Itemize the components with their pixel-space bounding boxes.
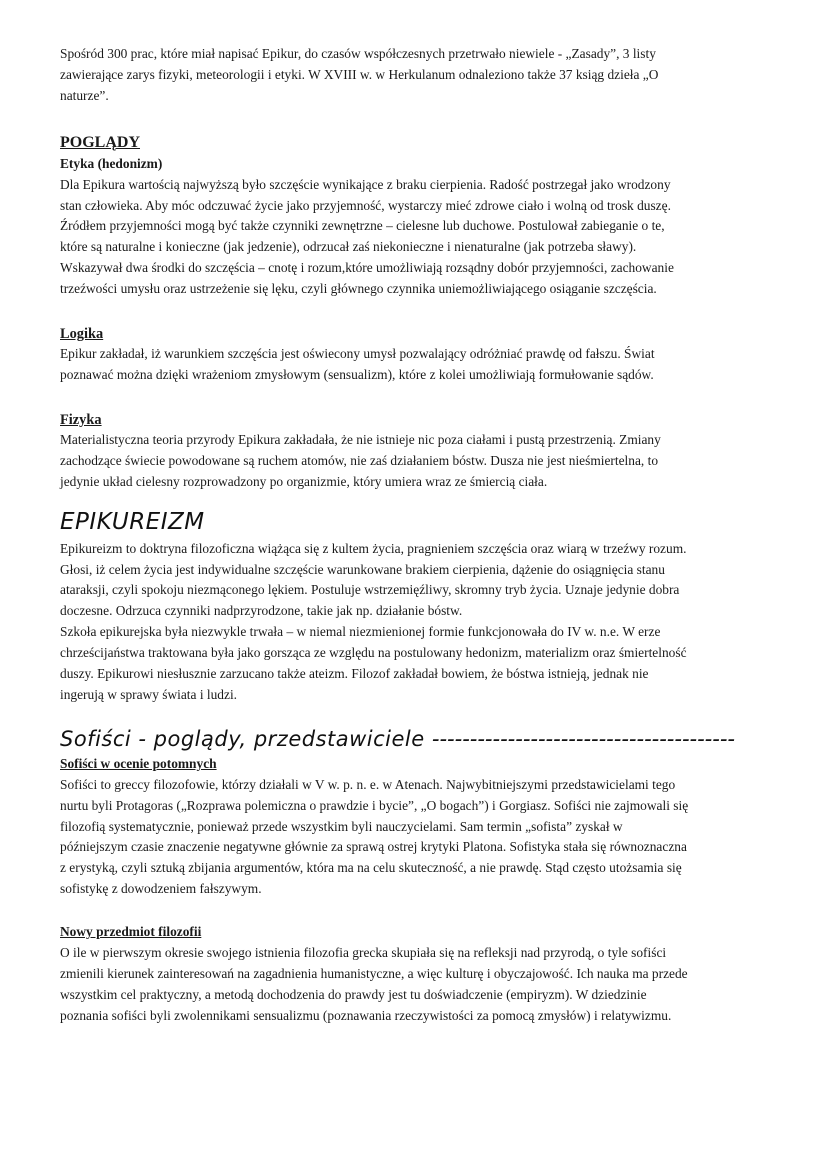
- ocena-line: filozofią systematycznie, ponieważ przede wszystkim byli nauczycielami. Sam termin „sofista” zyskał w: [60, 818, 623, 834]
- document-page: [60, 44, 780, 1027]
- etyka-line: Wskazywał dwa środki do szczęścia – cnotę i rozum,które umożliwiają rozsądny dobór przyjemności, zachowanie: [60, 260, 674, 276]
- fizyka-line: zachodzące świecie powodowane są ruchem atomów, nie zaś działaniem bóstw. Dusza nie jest nieśmiertelna, to: [60, 452, 659, 468]
- intro-line: naturze”.: [60, 87, 109, 103]
- epikureizm-paragraph: [60, 539, 780, 706]
- etyka-paragraph: [60, 175, 780, 300]
- epikureizm-line: ingerują w sprawy świata i ludzi.: [60, 686, 238, 702]
- sofisci-heading-dashes: ----------------------------------------: [431, 726, 735, 751]
- intro-paragraph: [60, 44, 780, 107]
- etyka-line: stan człowieka. Aby móc odczuwać życie jako przyjemność, wystarczy mieć zdrowe ciało i wolną od trosk duszę.: [60, 197, 671, 213]
- epikureizm-line: Szkoła epikurejska była niezwykle trwała – w niemal niezmienionej formie funkcjonowała do IV w. n.e. W erze: [60, 624, 661, 640]
- epikureizm-line: chrześcijaństwa traktowana była jako gorsząca ze względu na postulowany hedonizm, materializm oraz śmiertelność: [60, 645, 687, 661]
- etyka-line: które są naturalne i konieczne (jak jedzenie), odrzucał zaś niekonieczne i nienaturalne (jak potrzeba sławy).: [60, 239, 637, 255]
- etyka-line: Dla Epikura wartością najwyższą było szczęście wynikające z braku cierpienia. Radość postrzegał jako wrodzony: [60, 176, 671, 192]
- przedmiot-line: poznania sofiści byli zwolennikami sensualizmu (poznawania rzeczywistości za pomocą zmysłów) i relatywizmu.: [60, 1007, 672, 1023]
- epikureizm-line: doczesne. Odrzuca czynniki nadprzyrodzone, takie jak np. działanie bóstw.: [60, 603, 463, 619]
- ocena-line: z erystyką, czyli sztuką zbijania argumentów, która ma na celu skuteczność, a nie prawdę. Stąd często utożsamia się: [60, 860, 682, 876]
- logika-line: poznawać można dzięki wrażeniom zmysłowym (sensualizm), które z kolei umożliwiają formułowanie sądów.: [60, 366, 654, 382]
- przedmiot-line: zmienili kierunek zainteresowań na zagadnienia humanistyczne, a więc kulturę i obyczajowość. Ich nauka ma przede: [60, 966, 688, 981]
- ocena-line: sofistykę z dowodzeniem fałszywym.: [60, 881, 262, 897]
- fizyka-line: Materialistyczna teoria przyrody Epikura zakładała, że nie istnieje nic poza ciałami i pustą przestrzenią. Zmiany: [60, 431, 661, 447]
- poglady-heading: POGLĄDY: [60, 133, 140, 151]
- ocena-line: Sofiści to greccy filozofowie, którzy działali w V w. p. n. e. w Atenach. Najwybitniejszymi przedstawicielami tego: [60, 776, 676, 792]
- intro-line: Spośród 300 prac, które miał napisać Epikur, do czasów współczesnych przetrwało niewiele - „Zasady”, 3 listy: [60, 46, 656, 61]
- epikureizm-line: ataraksji, czyli spokoju niezmąconego lękiem. Postuluje wstrzemięźliwy, skromny tryb życia. Uznaje jedynie dobra: [60, 582, 680, 598]
- ocena-paragraph: [60, 775, 780, 900]
- sofisci-heading: [60, 724, 780, 754]
- etyka-line: Źródłem przyjemności mogą być także czynniki zewnętrzne – cielesne lub duchowe. Postulował zabieganie o te,: [60, 218, 665, 234]
- etyka-line: trzeźwości umysłu oraz ustrzeżenie się lęku, czyli głównego czynnika uniemożliwiającego osiąganie szczęścia.: [60, 281, 657, 297]
- fizyka-line: jedynie układ cielesny rozprowadzony po organizmie, który umiera wraz ze śmiercią ciała.: [60, 473, 548, 489]
- przedmiot-line: wszystkim cel praktyczny, a metodą dochodzenia do prawdy jest tu doświadczenie (empiryzm). W dziedzinie: [60, 986, 647, 1002]
- przedmiot-line: O ile w pierwszym okresie swojego istnienia filozofia grecka skupiała się na refleksji nad przyrodą, o tyle sofiści: [60, 945, 667, 961]
- fizyka-heading: Fizyka: [60, 411, 102, 428]
- epikureizm-heading: EPIKUREIZM: [60, 508, 205, 535]
- epikureizm-line: Epikureizm to doktryna filozoficzna wiążąca się z kultem życia, pragnieniem szczęścia oraz wiarą w trzeźwy rozum.: [60, 540, 687, 556]
- epikureizm-line: duszy. Epikurowi niesłusznie zarzucano także ateizm. Filozof zakładał bowiem, że bóstwa istnieją, jednak nie: [60, 666, 649, 682]
- przedmiot-heading: Nowy przedmiot filozofii: [60, 924, 202, 940]
- intro-line: zawierające zarys fizyki, meteorologii i etyki. W XVIII w. w Herkulanum odnaleziono także 37 ksiąg dzieła „O: [60, 66, 659, 82]
- logika-line: Epikur zakładał, iż warunkiem szczęścia jest oświecony umysł pozwalający odróżniać prawdę od fałszu. Świat: [60, 346, 655, 362]
- sofisci-heading-text: Sofiści - poglądy, przedstawiciele: [60, 726, 425, 751]
- ocena-line: późniejszym czasie znaczenie negatywne głównie za sprawą ostrej krytyki Platona. Sofistyka stała się równoznaczna: [60, 839, 687, 855]
- logika-paragraph: [60, 344, 780, 386]
- ocena-heading: Sofiści w ocenie potomnych: [60, 755, 217, 771]
- etyka-heading: Etyka (hedonizm): [60, 155, 163, 171]
- przedmiot-paragraph: [60, 943, 780, 1027]
- ocena-line: nurtu byli Protagoras („Rozprawa polemiczna o prawdzie i bycie”, „O bogach”) i Gorgiasz. Sofiści nie zajmowali się: [60, 797, 689, 813]
- logika-heading: Logika: [60, 326, 104, 343]
- epikureizm-line: Głosi, iż celem życia jest indywidualne szczęście warunkowane brakiem cierpienia, dążenie do osiągnięcia stanu: [60, 561, 665, 577]
- fizyka-paragraph: [60, 430, 780, 493]
